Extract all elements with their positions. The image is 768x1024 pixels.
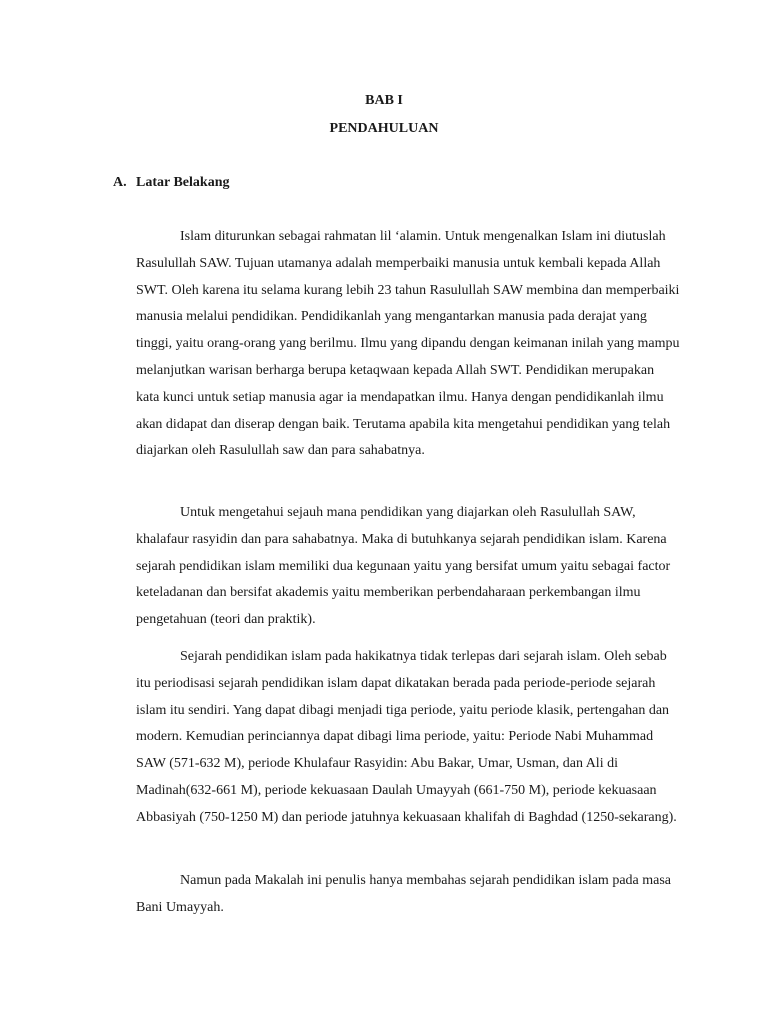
section-heading [113,175,229,191]
section-marker: A. [113,175,127,190]
paragraph-1: Islam diturunkan sebagai rahmatan lil ‘alamin. Untuk mengenalkan Islam ini diutuslah Rasulullah SAW. Tujuan utamanya adalah memperbaiki manusia untuk kembali kepada Allah SWT. Oleh karena itu selama kurang lebih 23 tahun Rasulullah SAW membina dan memperbaiki manusia melalui pendidikan. Pendidikanlah yang mengantarkan manusia pada derajat yang tinggi, yaitu orang-orang yang berilmu. Ilmu yang dipandu dengan keimanan inilah yang mampu melanjutkan warisan berharga berupa ketaqwaan kepada Allah SWT. Pendidikan merupakan kata kunci untuk setiap manusia agar ia mendapatkan ilmu. Hanya dengan pendidikanlah ilmu akan didapat dan diserap dengan baik. Terutama apabila kita mengetahui pendidikan yang telah diajarkan oleh Rasulullah saw dan para sahabatnya. [136,229,680,459]
chapter-title: PENDAHULUAN [329,121,439,136]
paragraph-4: Namun pada Makalah ini penulis hanya membahas sejarah pendidikan islam pada masa Bani Umayyah. [136,873,672,915]
paragraph-3: Sejarah pendidikan islam pada hakikatnya tidak terlepas dari sejarah islam. Oleh sebab itu periodisasi sejarah pendidikan islam dapat dikatakan berada pada periode-periode sejarah islam itu sendiri. Yang dapat dibagi menjadi tiga periode, yaitu periode klasik, pertengahan dan modern. Kemudian perinciannya dapat dibagi lima periode, yaitu: Periode Nabi Muhammad SAW (571-632 M), periode Khulafaur Rasyidin: Abu Bakar, Umar, Usman, dan Ali di Madinah(632-661 M), periode kekuasaan Daulah Umayyah (661-750 M), periode kekuasaan Abbasiyah (750-1250 M) dan periode jatuhnya kekuasaan khalifah di Baghdad (1250-sekarang). [136,649,677,825]
paragraph-2: Untuk mengetahui sejauh mana pendidikan yang diajarkan oleh Rasulullah SAW, khalafaur rasyidin dan para sahabatnya. Maka di butuhkanya sejarah pendidikan islam. Karena sejarah pendidikan islam memiliki dua kegunaan yaitu yang bersifat umum yaitu sebagai factor keteladanan dan bersifat akademis yaitu memberikan perbendaharaan perkembangan ilmu pengetahuan (teori dan praktik). [136,505,671,628]
chapter-number: BAB I [365,93,403,108]
section-title: Latar Belakang [136,175,230,190]
